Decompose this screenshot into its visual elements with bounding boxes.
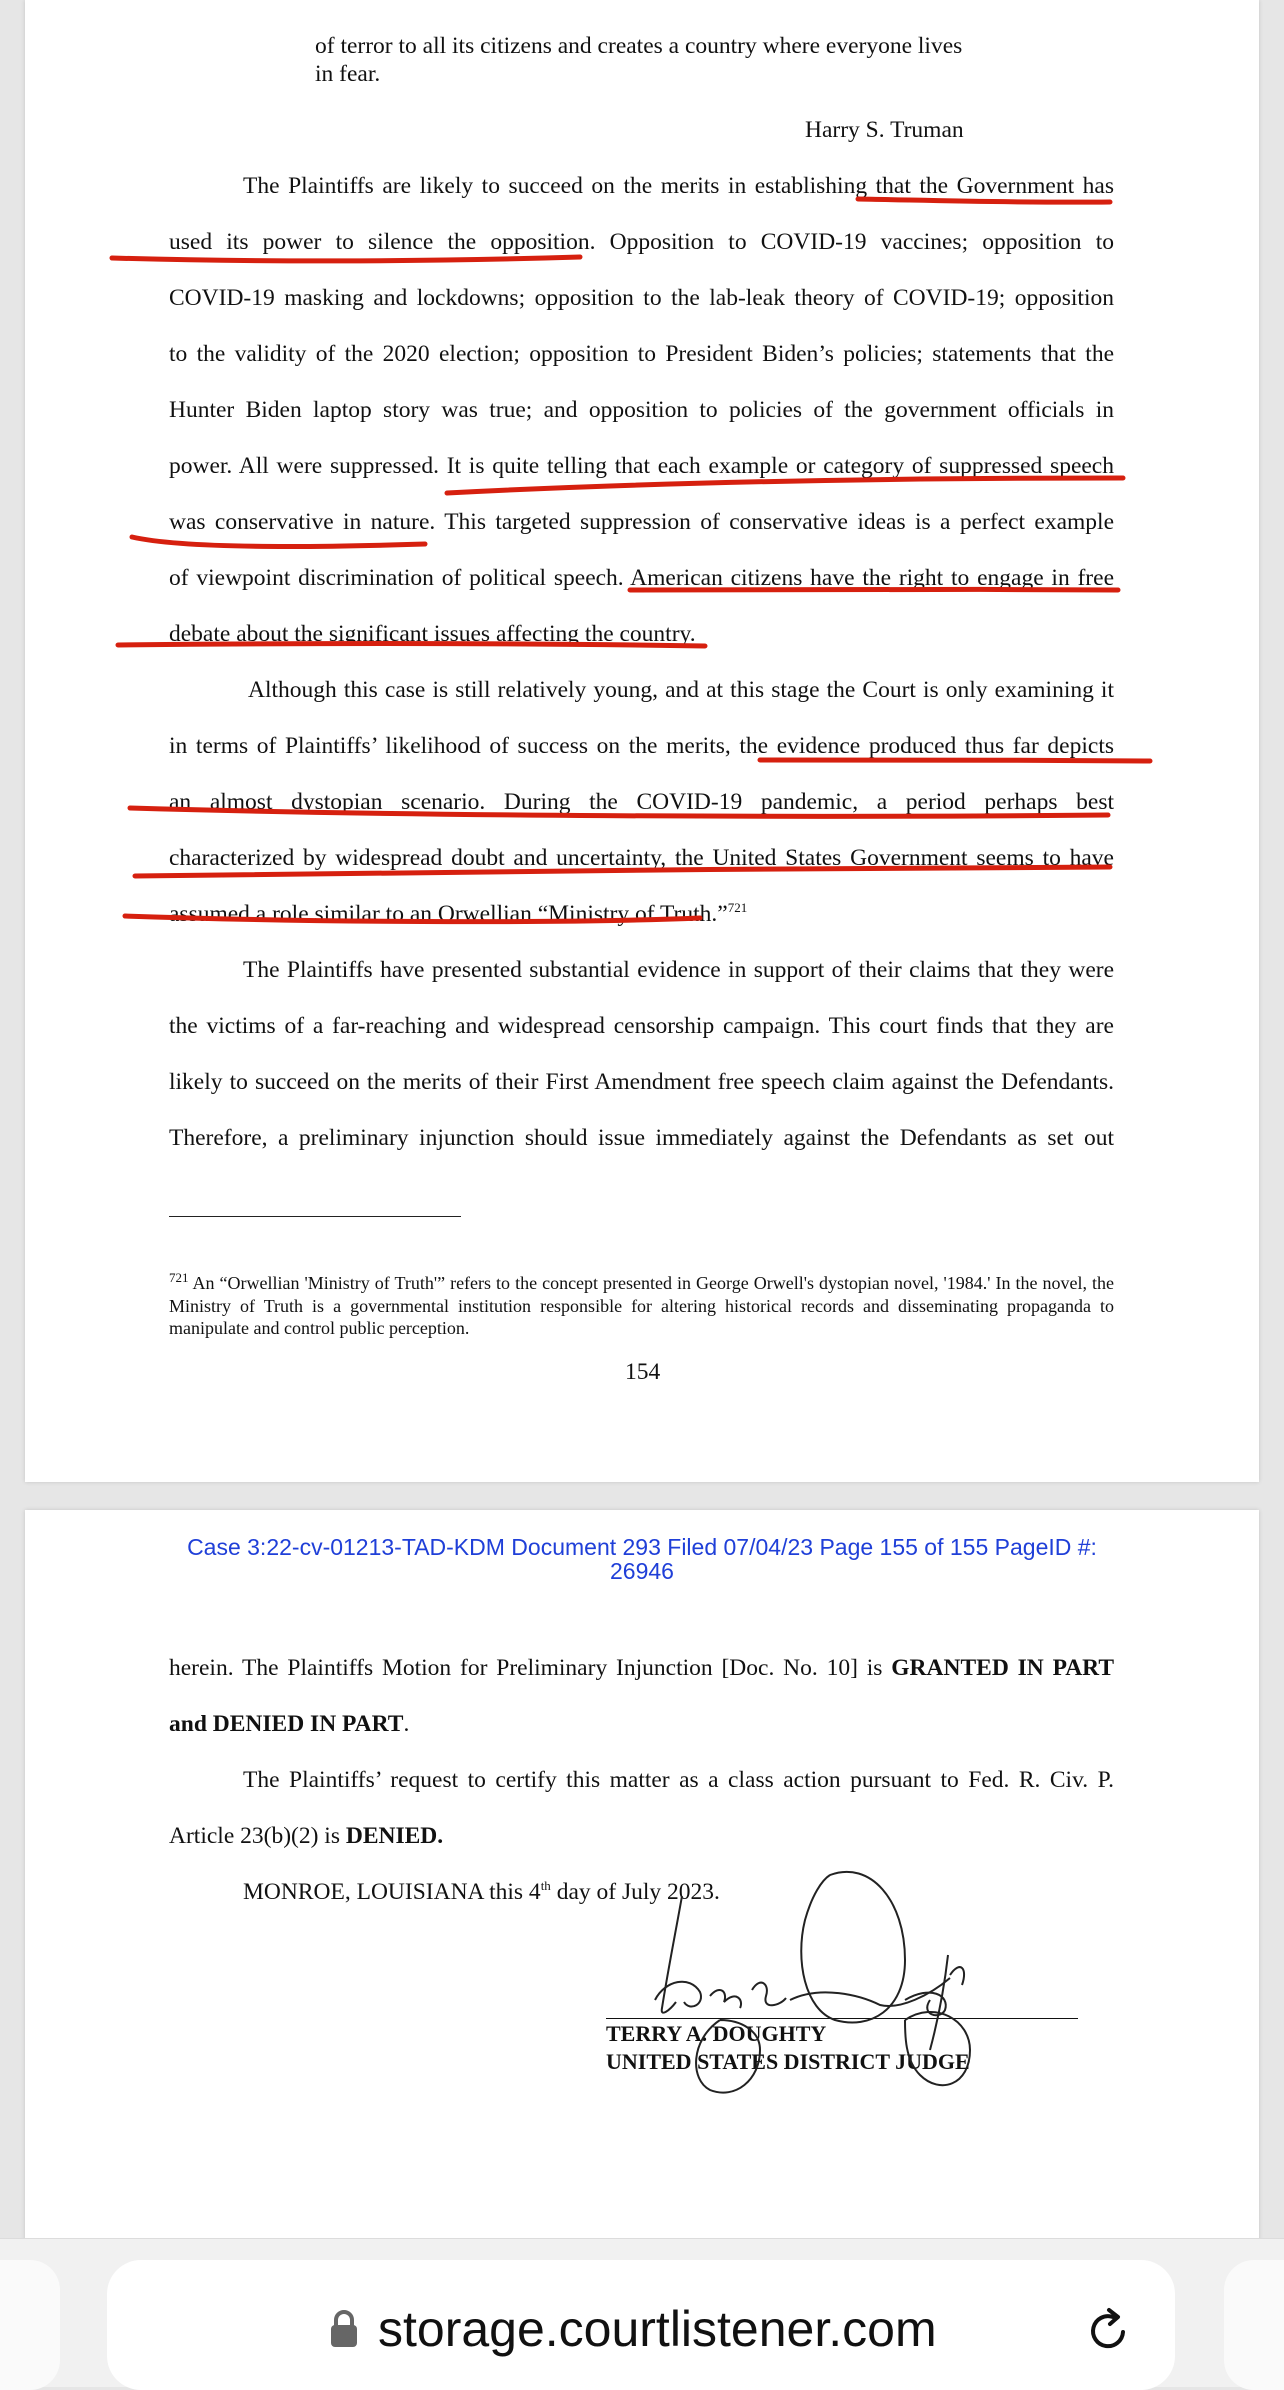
footnote-divider bbox=[169, 1216, 461, 1217]
p2-line-3: an almost dystopian scenario. During the COVID-19 pandemic, a period perhaps best bbox=[169, 789, 1114, 815]
quote-attribution: Harry S. Truman bbox=[805, 117, 964, 143]
p3-line-4: Therefore, a preliminary injunction should issue immediately against the Defendants as set out bbox=[169, 1125, 1114, 1151]
p2-line-1: Although this case is still relatively young, and at this stage the Court is only examining it bbox=[248, 677, 1114, 703]
quote-line-1: of terror to all its citizens and creates a country where everyone lives bbox=[315, 33, 963, 59]
p1-line-8: of viewpoint discrimination of political speech. American citizens have the right to engage in free bbox=[169, 565, 1114, 591]
order-line-2: and DENIED IN PART. bbox=[169, 1711, 410, 1737]
p1-line-6: power. All were suppressed. It is quite telling that each example or category of suppressed speech bbox=[169, 453, 1114, 479]
class-action-line-2: Article 23(b)(2) is DENIED. bbox=[169, 1823, 444, 1849]
p2-line-5: assumed a role similar to an Orwellian “Ministry of Truth.”$^{721}$ bbox=[169, 900, 748, 927]
p3-line-1: The Plaintiffs have presented substantial evidence in support of their claims that they were bbox=[243, 957, 1114, 983]
p2-line-2: in terms of Plaintiffs’ likelihood of success on the merits, the evidence produced thus far depicts bbox=[169, 733, 1114, 759]
page-number: 154 bbox=[625, 1359, 661, 1385]
quote-line-2: in fear. bbox=[315, 61, 381, 87]
case-header-line-1: Case 3:22-cv-01213-TAD-KDM Document 293 Filed 07/04/23 Page 155 of 155 PageID #: bbox=[187, 1534, 1097, 1560]
p1-line-2: used its power to silence the opposition. Opposition to COVID-19 vaccines; opposition to bbox=[169, 229, 1114, 255]
next-tab-peek[interactable] bbox=[1224, 2260, 1284, 2390]
order-line-1: herein. The Plaintiffs Motion for Preliminary Injunction [Doc. No. 10] is GRANTED IN PART bbox=[169, 1655, 1114, 1681]
p1-line-7: was conservative in nature. This targeted suppression of conservative ideas is a perfect example bbox=[169, 509, 1114, 535]
footnote-text: An “Orwellian 'Ministry of Truth'” refers to the concept presented in George Orwell's dystopian novel, '1984.' In the novel, the Ministry of Truth is a governmental institution responsible for altering historical records and disseminating propaganda to manipulate and control public perception. bbox=[169, 1273, 1114, 1338]
p1-line-9: debate about the significant issues affecting the country. bbox=[169, 621, 696, 647]
p1-line-3: COVID-19 masking and lockdowns; opposition to the lab-leak theory of COVID-19; opposition bbox=[169, 285, 1114, 311]
footnote-reference: 721 bbox=[727, 900, 748, 916]
p1-line-5: Hunter Biden laptop story was true; and opposition to policies of the government officials in bbox=[169, 397, 1114, 423]
previous-tab-peek[interactable] bbox=[0, 2260, 60, 2390]
url-text[interactable]: storage.courtlistener.com bbox=[378, 2301, 937, 2357]
signature-line bbox=[606, 2018, 1078, 2019]
reload-icon[interactable] bbox=[1085, 2306, 1133, 2354]
p2-line-4: characterized by widespread doubt and uncertainty, the United States Government seems to have bbox=[169, 845, 1114, 871]
judge-name: TERRY A. DOUGHTY bbox=[606, 2021, 827, 2046]
class-action-line-1: The Plaintiffs’ request to certify this matter as a class action pursuant to Fed. R. Civ. P. bbox=[243, 1767, 1114, 1793]
footnote-721 bbox=[169, 1272, 1114, 1340]
p3-line-2: the victims of a far-reaching and widespread censorship campaign. This court finds that they are bbox=[169, 1013, 1114, 1039]
judge-title: UNITED STATES DISTRICT JUDGE bbox=[606, 2049, 970, 2074]
lock-icon bbox=[329, 2310, 359, 2348]
p1-line-1: The Plaintiffs are likely to succeed on the merits in establishing that the Government has bbox=[243, 173, 1114, 199]
p3-line-3: likely to succeed on the merits of their First Amendment free speech claim against the Defendants. bbox=[169, 1069, 1114, 1095]
dateline: MONROE, LOUISIANA this 4th day of July 2023. bbox=[243, 1878, 720, 1905]
p1-line-4: to the validity of the 2020 election; opposition to President Biden’s policies; statements that the bbox=[169, 341, 1114, 367]
footnote-number: 721 bbox=[169, 1270, 189, 1285]
case-header-line-2: 26946 bbox=[610, 1558, 674, 1584]
